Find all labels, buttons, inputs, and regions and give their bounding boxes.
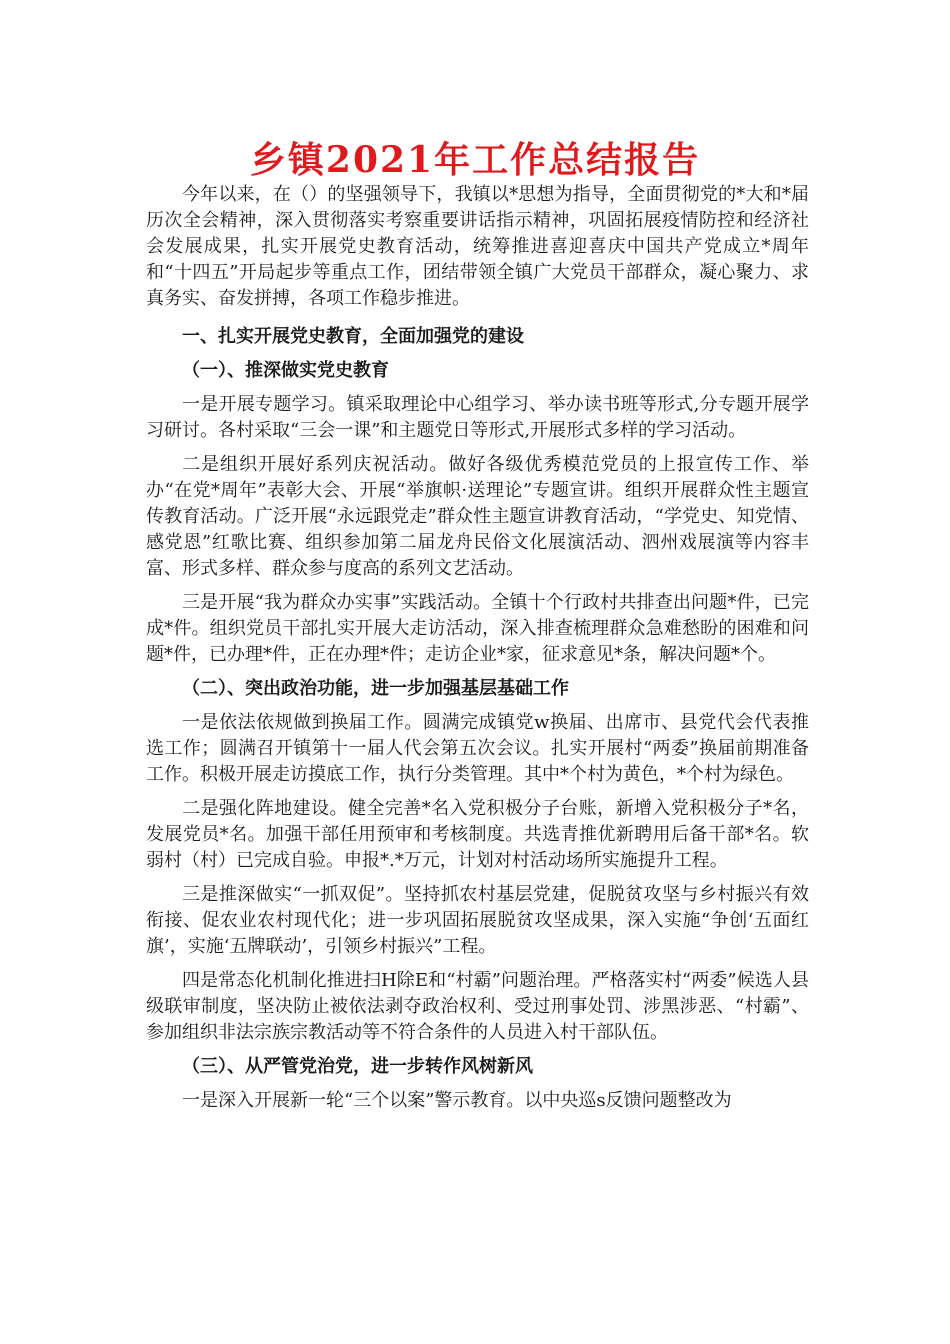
- document-body: [146, 182, 809, 1122]
- paragraph: 一是深入开展新一轮“三个以案”警示教育。以中央巡s反馈问题整改为: [182, 1090, 732, 1111]
- paragraph: 二是组织开展好系列庆祝活动。做好各级优秀模范党员的上报宣传工作、举办“在党*周年”表彰大会、开展“举旗帜·送理论”专题宣讲。组织开展群众性主题宣传教育活动。广泛开展“永远跟党走”群众性主题宣讲教育活动，“学党史、知党情、感党恩”红歌比赛、组织参加第二届龙舟民俗文化展演活动、泗州戏展演等内容丰富、形式多样、群众参与度高的系列文艺活动。: [146, 454, 809, 579]
- paragraph: 三是推深做实“一抓双促”。坚持抓农村基层党建，促脱贫攻坚与乡村振兴有效衔接、促农业农村现代化；进一步巩固拓展脱贫攻坚成果，深入实施“争创‘五面红旗’，实施‘五牌联动’，引领乡村振兴”工程。: [146, 884, 809, 957]
- paragraph: 二是强化阵地建设。健全完善*名入党积极分子台账，新增入党积极分子*名，发展党员*名。加强干部任用预审和考核制度。共选青推优新聘用后备干部*名。软弱村（村）已完成自验。申报*.*万元，计划对村活动场所实施提升工程。: [146, 798, 809, 871]
- heading-section-2: （二）、突出政治功能，进一步加强基层基础工作: [182, 678, 569, 699]
- heading-section-1: （一）、推深做实党史教育: [182, 360, 389, 381]
- paragraph: 一是依法依规做到换届工作。圆满完成镇党w换届、出席市、县党代会代表推选工作；圆满召开镇第十一届人代会第五次会议。扎实开展村“两委”换届前期准备工作。积极开展走访摸底工作，执行分类管理。其中*个村为黄色，*个村为绿色。: [146, 712, 809, 785]
- paragraph: 四是常态化机制化推进扫H除E和“村霸”问题治理。严格落实村“两委”候选人县级联审制度，坚决防止被依法剥夺政治权利、受过刑事处罚、涉黑涉恶、“村霸”、参加组织非法宗族宗教活动等不符合条件的人员进入村干部队伍。: [146, 970, 809, 1043]
- heading-part-1: 一、扎实开展党史教育，全面加强党的建设: [182, 326, 524, 347]
- paragraph: 三是开展“我为群众办实事”实践活动。全镇十个行政村共排查出问题*件，已完成*件。组织党员干部扎实开展大走访活动，深入排查梳理群众急难愁盼的困难和问题*件，已办理*件，正在办理*件；走访企业*家，征求意见*条，解决问题*个。: [146, 592, 809, 665]
- heading-section-3: （三）、从严管党治党，进一步转作风树新风: [182, 1056, 533, 1077]
- intro-paragraph: 今年以来，在（）的坚强领导下，我镇以*思想为指导，全面贯彻党的*大和*届历次全会精神，深入贯彻落实考察重要讲话指示精神，巩固拓展疫情防控和经济社会发展成果，扎实开展党史教育活动，统筹推进喜迎喜庆中国共产党成立*周年和“十四五”开局起步等重点工作，团结带领全镇广大党员干部群众，凝心聚力、求真务实、奋发拼搏，各项工作稳步推进。: [146, 184, 809, 309]
- paragraph: 一是开展专题学习。镇采取理论中心组学习、举办读书班等形式,分专题开展学习研讨。各村采取“三会一课”和主题党日等形式,开展形式多样的学习活动。: [146, 394, 809, 441]
- document-title: 乡镇2021年工作总结报告: [249, 139, 701, 181]
